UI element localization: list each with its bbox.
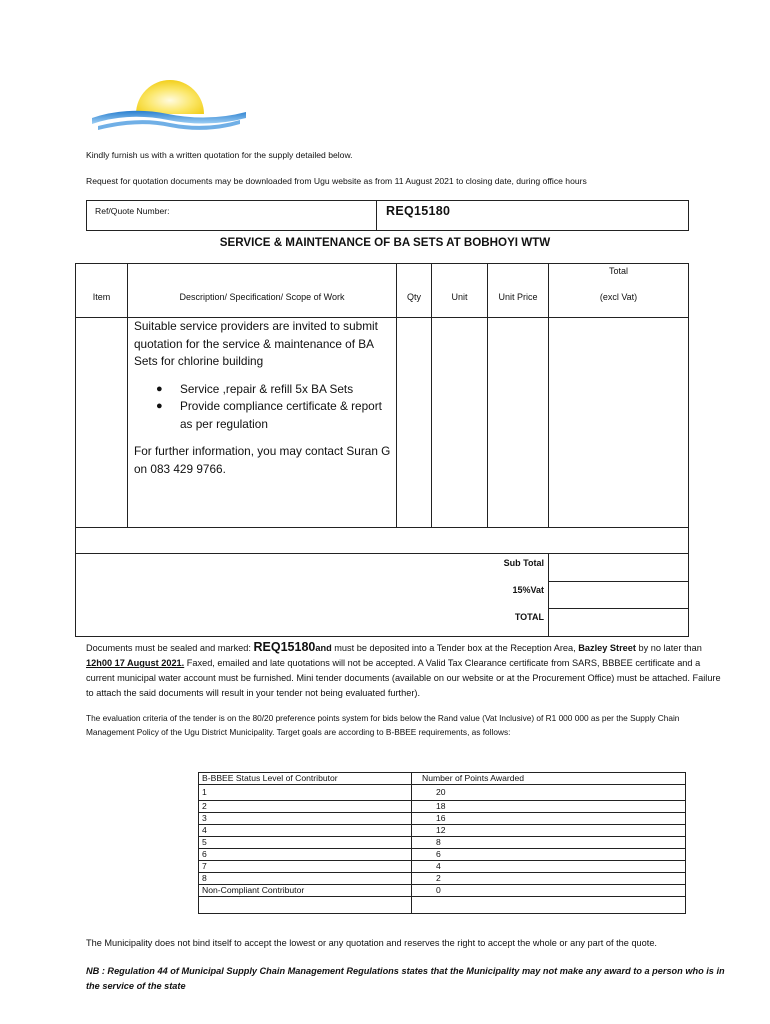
total-label: TOTAL (514, 612, 544, 622)
col-header-unit-price: Unit Price (498, 292, 538, 302)
intro-line-1: Kindly furnish us with a written quotation for the supply detailed below. (86, 150, 353, 160)
table-header-row: B-BBEE Status Level of Contributor Number of Points Awarded (199, 773, 686, 785)
col-header-total-excl-vat: (excl Vat) (599, 292, 638, 302)
scope-contact: For further information, you may contact Suran G on 083 429 9766. (134, 444, 391, 476)
table-row: 7 4 (199, 861, 686, 873)
subtotal-label: Sub Total (503, 558, 544, 568)
scope-bullet-list (134, 381, 396, 434)
vat-label: 15%Vat (512, 585, 544, 595)
ref-quote-box (86, 200, 689, 231)
table-row: 4 12 (199, 825, 686, 837)
col-header-description: Description/ Specification/ Scope of Work (179, 292, 345, 302)
bbbee-points-table (198, 772, 686, 914)
evaluation-criteria: The evaluation criteria of the tender is on the 80/20 preference points system for bids below the Rand value (Vat Inclusive) of R1 000 000 as per the Supply Chain Management Policy of the Ugu District Municipality. Target goals are according to B-BBEE requirements, as follows: (86, 713, 680, 737)
ref-quote-number: REQ15180 (386, 204, 451, 218)
regulation-note: NB : Regulation 44 of Municipal Supply Chain Management Regulations states that the Municipality may not make any award to a person who is in the service of the state (86, 966, 725, 991)
submission-instructions: Documents must be sealed and marked: REQ15180and must be deposited into a Tender box at the Reception Area, Bazley Street by no later than 12h00 17 August 2021. Faxed, emailed and late quotations will not be accepted. A Valid Tax Clearance certificate from SARS, BBBEE certificate and a current municipal water account must be furnished. Mini tender documents (available on our website or at the Procurement Office) must be attached. Failure to attach the said documents will result in your tender not being evaluated further). (86, 640, 721, 698)
ref-quote-label: Ref/Quote Number: (95, 206, 170, 216)
document-title: SERVICE & MAINTENANCE OF BA SETS AT BOBHOYI WTW (219, 236, 551, 249)
disclaimer: The Municipality does not bind itself to accept the lowest or any quotation and reserves the right to accept the whole or any part of the quote. (86, 938, 657, 948)
table-row: 1 20 (199, 785, 686, 801)
col-header-qty: Qty (406, 292, 421, 302)
municipality-logo (88, 78, 250, 136)
table-row: 6 6 (199, 849, 686, 861)
table-row: 5 8 (199, 837, 686, 849)
col-header-item: Item (92, 292, 111, 302)
bullet-icon: ● (156, 382, 163, 395)
list-item: ● Provide compliance certificate & report as per regulation (156, 399, 382, 431)
table-row: 8 2 (199, 873, 686, 885)
col-header-total: Total (608, 266, 628, 276)
scope-intro: Suitable service providers are invited to submit quotation for the service & maintenance of BA Sets for chlorine building (134, 319, 378, 368)
table-row: Non-Compliant Contributor 0 (199, 885, 686, 897)
scope-of-work (134, 318, 396, 478)
intro-line-2: Request for quotation documents may be downloaded from Ugu website as from 11 August 2021 to closing date, during office hours (86, 176, 587, 186)
table-row: 2 18 (199, 801, 686, 813)
col-header-unit: Unit (451, 292, 468, 302)
closing-deadline: 12h00 17 August 2021. (86, 658, 185, 668)
list-item: ● Service ,repair & refill 5x BA Sets (134, 381, 396, 399)
table-row-empty (199, 897, 686, 914)
bullet-icon: ● (156, 400, 163, 412)
table-row: 3 16 (199, 813, 686, 825)
